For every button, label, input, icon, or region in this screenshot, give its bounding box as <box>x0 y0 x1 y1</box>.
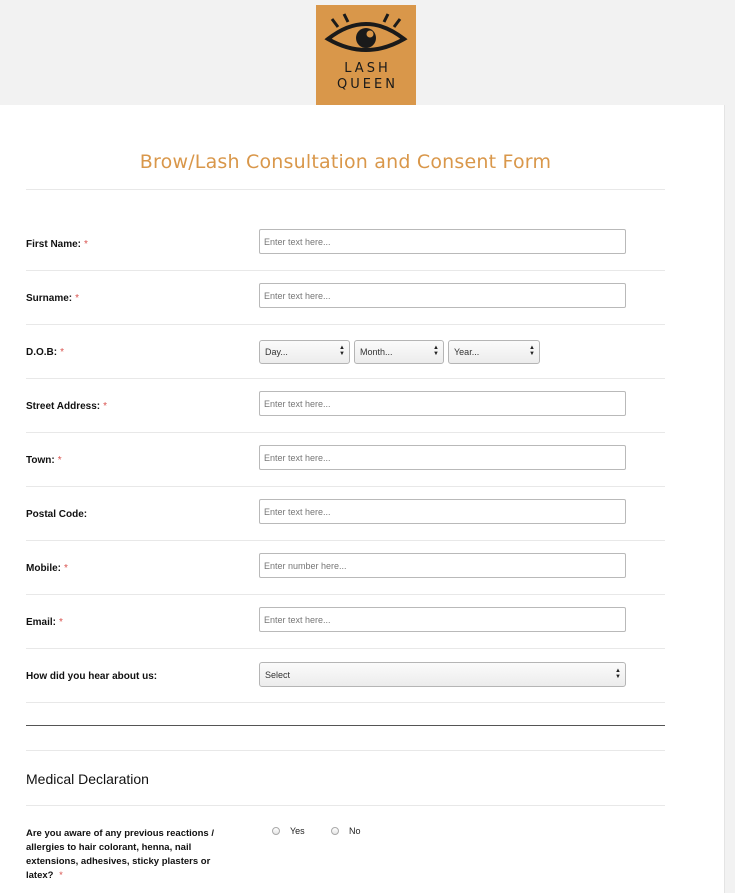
select-arrows-icon: ▲ ▼ <box>529 345 535 357</box>
section-separator <box>26 725 665 726</box>
row-postal-code <box>26 487 665 541</box>
required-marker: * <box>59 616 63 628</box>
first-name-label-text: First Name: <box>26 238 82 250</box>
dob-year-value: Year... <box>454 347 480 357</box>
eye-icon <box>324 13 408 57</box>
mobile-placeholder: Enter number here... <box>264 560 347 571</box>
row-email <box>26 595 665 649</box>
section-divider <box>26 750 665 751</box>
hear-about-us-label-text: How did you hear about us: <box>26 670 158 682</box>
street-address-input[interactable] <box>259 391 626 416</box>
allergy-yes-radio[interactable] <box>272 826 305 836</box>
dob-year-select[interactable] <box>448 340 540 364</box>
surname-placeholder: Enter text here... <box>264 290 331 301</box>
hear-about-us-value: Select <box>265 669 291 680</box>
required-marker: * <box>59 870 63 881</box>
select-arrows-icon: ▲ ▼ <box>615 668 621 680</box>
hear-about-us-label <box>26 649 157 703</box>
required-marker: * <box>103 400 108 412</box>
email-label <box>26 595 63 649</box>
street-address-label-text: Street Address: <box>26 400 101 412</box>
mobile-input[interactable] <box>259 553 626 578</box>
town-input[interactable] <box>259 445 626 470</box>
town-label-text: Town: <box>26 454 55 466</box>
postal-code-label <box>26 487 87 541</box>
surname-input[interactable] <box>259 283 626 308</box>
lash-queen-logo <box>316 5 416 105</box>
row-surname <box>26 271 665 325</box>
allergy-no-radio[interactable] <box>331 826 361 836</box>
row-first-name <box>26 217 665 271</box>
first-name-placeholder: Enter text here... <box>264 236 331 247</box>
mobile-label-text: Mobile: <box>26 562 61 574</box>
row-dob <box>26 325 665 379</box>
allergy-question <box>26 827 236 883</box>
select-arrows-icon: ▲ ▼ <box>339 345 345 357</box>
email-input[interactable] <box>259 607 626 632</box>
radio-circle-icon <box>272 827 280 835</box>
first-name-label <box>26 217 88 271</box>
postal-code-label-text: Postal Code: <box>26 508 88 520</box>
row-hear-about-us <box>26 649 665 703</box>
required-marker: * <box>60 346 65 358</box>
allergy-no-label: No <box>349 826 361 836</box>
first-name-input[interactable] <box>259 229 626 254</box>
mobile-label <box>26 541 68 595</box>
postal-code-placeholder: Enter text here... <box>264 506 331 517</box>
email-label-text: Email: <box>26 616 57 628</box>
surname-label <box>26 271 79 325</box>
dob-month-value: Month... <box>360 347 393 357</box>
dob-day-select[interactable] <box>259 340 350 364</box>
title-divider <box>26 189 665 190</box>
select-arrows-icon: ▲ ▼ <box>433 345 439 357</box>
street-address-placeholder: Enter text here... <box>264 398 331 409</box>
logo-text-lash: LASH <box>344 61 391 76</box>
surname-label-text: Surname: <box>26 292 73 304</box>
town-placeholder: Enter text here... <box>264 452 331 463</box>
required-marker: * <box>84 238 88 250</box>
medical-declaration-heading: Medical Declaration <box>26 771 149 787</box>
row-mobile <box>26 541 665 595</box>
row-town <box>26 433 665 487</box>
page-title: Brow/Lash Consultation and Consent Form <box>139 151 552 173</box>
radio-circle-icon <box>331 827 339 835</box>
heading-divider <box>26 805 665 806</box>
required-marker: * <box>57 454 62 466</box>
allergy-question-text: Are you aware of any previous reactions / allergies to hair colorant, henna, nail extensions, adhesives, sticky plasters or latex? <box>26 828 214 881</box>
required-marker: * <box>75 292 80 304</box>
email-placeholder: Enter text here... <box>264 614 331 625</box>
postal-code-input[interactable] <box>259 499 626 524</box>
allergy-yes-label: Yes <box>290 826 305 836</box>
required-marker: * <box>64 562 68 574</box>
logo-text-queen: QUEEN <box>337 77 398 92</box>
town-label <box>26 433 62 487</box>
hear-about-us-select[interactable] <box>259 662 626 687</box>
dob-month-select[interactable] <box>354 340 444 364</box>
dob-day-value: Day... <box>265 347 288 357</box>
row-street-address <box>26 379 665 433</box>
street-address-label <box>26 379 107 433</box>
dob-label <box>26 325 64 379</box>
dob-label-text: D.O.B: <box>26 346 58 358</box>
form-page <box>0 105 725 893</box>
